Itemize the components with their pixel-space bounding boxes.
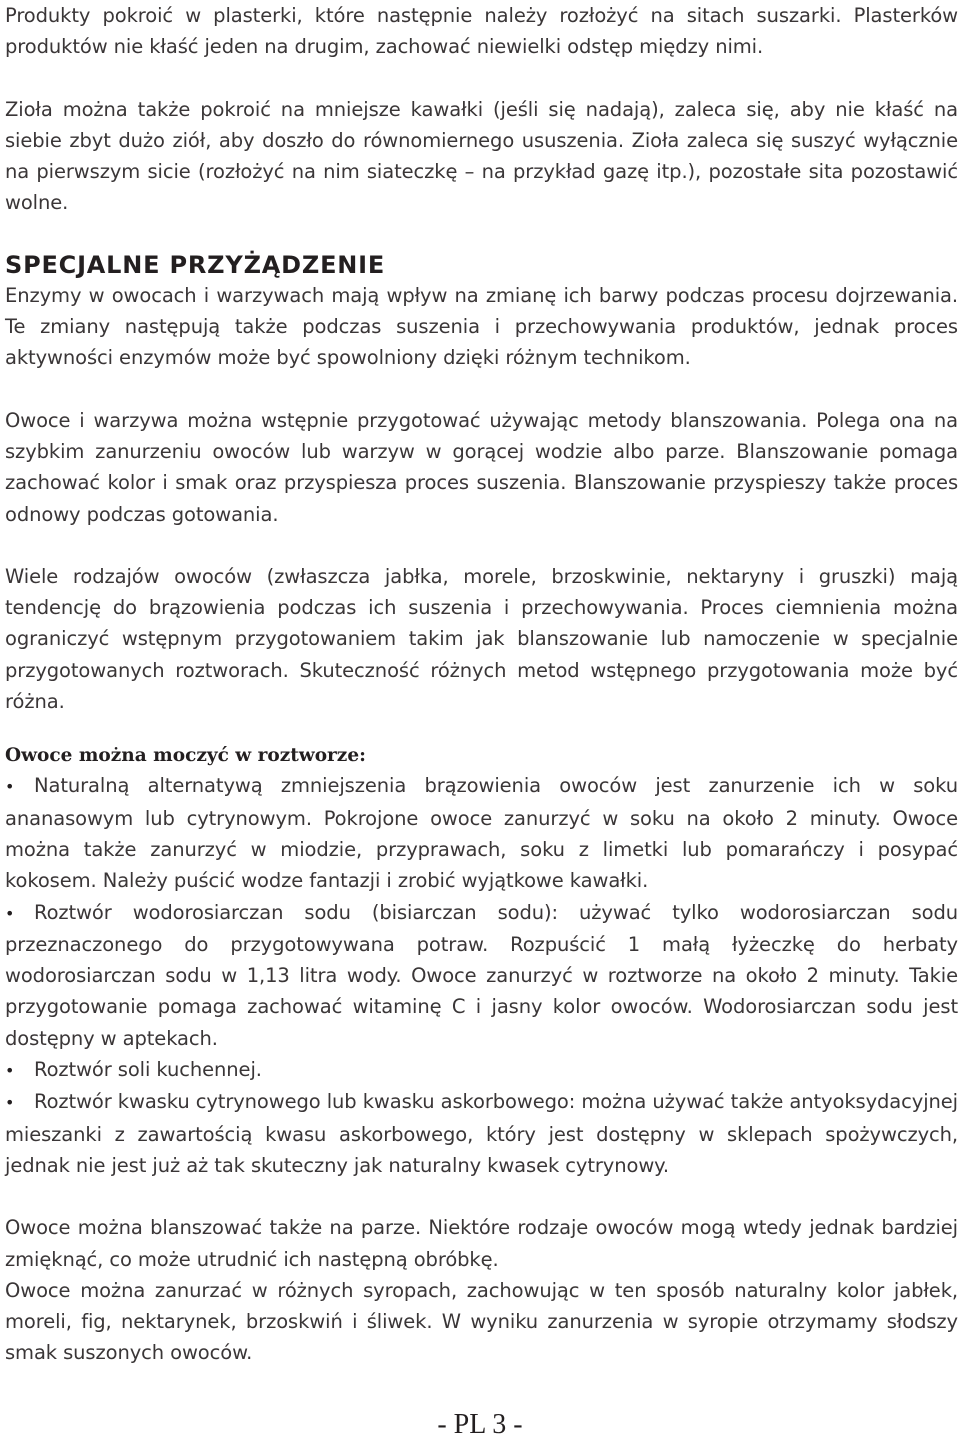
- paragraph-steam: Owoce można blanszować także na parze. Niektóre rodzaje owoców mogą wtedy jednak bardziej zmięknąć, co może utrudnić ich następną obróbkę.: [5, 1216, 958, 1271]
- list-item-text: Naturalną alternatywą zmniejszenia brązowienia owoców jest zanurzenie ich w soku ananasowym lub cytrynowym. Pokrojone owoce zanurzyć w soku na około 2 minuty. Owoce można także zanurzyć w miodzie, przyprawach, soku z limetki lub pomarańczy i posypać kokosem. Należy puścić wodze fantazji i zrobić wyjątkowe kawałki.: [5, 774, 958, 893]
- solutions-subheading: Owoce można moczyć w roztworze:: [5, 745, 366, 767]
- bullet-icon: •: [5, 1061, 15, 1081]
- bullet-icon: •: [5, 903, 15, 923]
- paragraph-enzymes: Enzymy w owocach i warzywach mają wpływ na zmianę ich barwy podczas procesu dojrzewania. Te zmiany następują także podczas suszenia i przechowywania produktów, jednak proces aktywności enzymów może być spowolniony dzięki różnym technikom.: [5, 283, 958, 370]
- list-item: [5, 770, 958, 896]
- paragraph-herbs: Zioła można także pokroić na mniejsze kawałki (jeśli się nadają), zaleca się, aby nie kłaść na siebie zbyt dużo ziół, aby doszło do równomiernego ususzenia. Zioła zaleca się suszyć wyłącznie na pierwszym sicie (rozłożyć na nim siateczkę – na przykład gazę itp.), pozostałe sita pozostawić wolne.: [5, 97, 958, 215]
- paragraph-blanching: Owoce i warzywa można wstępnie przygotować używając metody blanszowania. Polega ona na szybkim zanurzeniu owoców lub warzyw w gorącej wodzie albo parze. Blanszowanie pomaga zachować kolor i smak oraz przyspiesza proces suszenia. Blanszowanie przyspieszy także proces odnowy podczas gotowania.: [5, 408, 958, 526]
- list-item-text: Roztwór kwasku cytrynowego lub kwasku askorbowego: można używać także antyoksydacyjnej mieszanki z zawartością kwasu askorbowego, który jest dostępny w sklepach spożywczych, jednak nie jest już aż tak skuteczny jak naturalny kwasek cytrynowy.: [5, 1090, 958, 1177]
- paragraph-slicing: Produkty pokroić w plasterki, które następnie należy rozłożyć na sitach suszarki. Plasterków produktów nie kłaść jeden na drugim, zachować niewielki odstęp między nimi.: [5, 4, 958, 59]
- list-item: [5, 1054, 958, 1086]
- list-item: [5, 897, 958, 1054]
- list-item: [5, 1086, 958, 1181]
- solutions-list: [5, 770, 958, 1181]
- list-item-text: Roztwór soli kuchennej.: [34, 1058, 262, 1082]
- list-item-text: Roztwór wodorosiarczan sodu (bisiarczan sodu): używać tylko wodorosiarczan sodu przeznaczonego do przygotowywana potraw. Rozpuścić 1 małą łyżeczkę do herbaty wodorosiarczan sodu w 1,13 litra wody. Owoce zanurzyć w roztworze na około 2 minuty. Takie przygotowanie pomaga zachować witaminę C i jasny kolor owoców. Wodorosiarczan sodu jest dostępny w aptekach.: [5, 900, 958, 1050]
- paragraph-syrups: Owoce można zanurzać w różnych syropach, zachowując w ten sposób naturalny kolor jabłek, moreli, fig, nektarynek, brzoskwiń i śliwek. W wyniku zanurzenia w syropie otrzymamy słodszy smak suszonych owoców.: [5, 1278, 958, 1365]
- bullet-icon: •: [5, 1093, 15, 1113]
- bullet-icon: •: [5, 777, 15, 797]
- paragraph-browning: Wiele rodzajów owoców (zwłaszcza jabłka, morele, brzoskwinie, nektaryny i gruszki) mają tendencję do brązowienia podczas ich suszenia i przechowywania. Proces ciemnienia można ograniczyć wstępnym przygotowaniem takim jak blanszowanie lub namoczenie w specjalnie przygotowanych roztworach. Skuteczność różnych metod wstępnego przygotowania może być różna.: [5, 564, 958, 714]
- page-number: - PL 3 -: [437, 1409, 523, 1440]
- document-page: [5, 0, 958, 1369]
- section-heading: SPECJALNE PRZYŻĄDZENIE: [5, 250, 386, 279]
